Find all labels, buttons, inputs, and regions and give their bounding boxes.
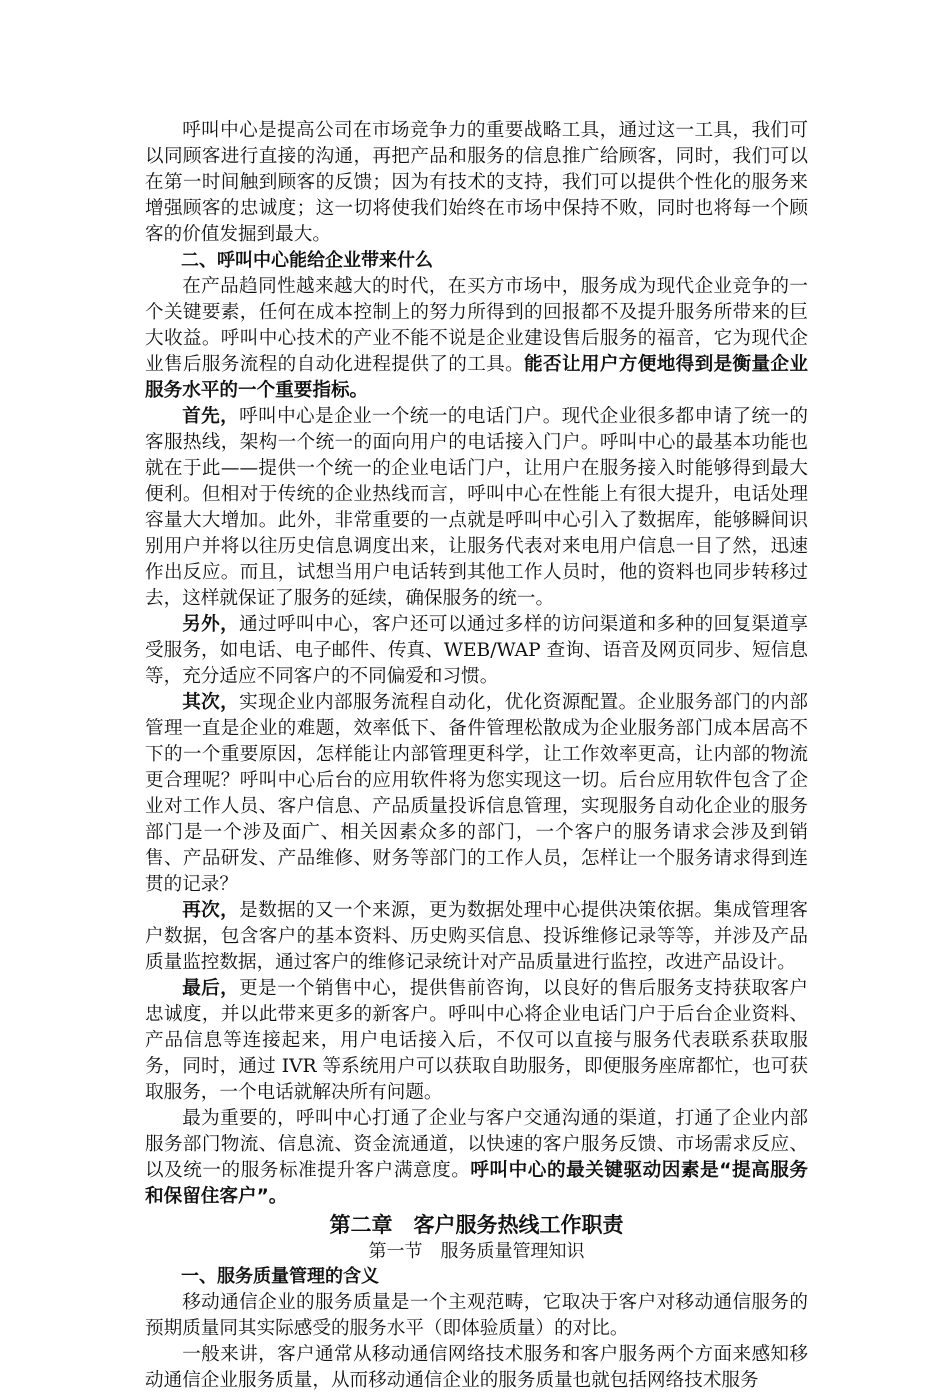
paragraph-service-value (145, 274, 808, 404)
paragraph-last (145, 976, 808, 1106)
lead-word: 再次， (182, 900, 240, 921)
paragraph-first (145, 404, 808, 612)
paragraph-text: 通过呼叫中心，客户还可以通过多样的访问渠道和多种的回复渠道享受服务，如电话、电子邮件、传真、WEB/WAP 查询、语音及网页同步、短信息等，充分适应不同客户的不同偏爱和习惯。 (145, 614, 808, 687)
paragraph-text: 实现企业内部服务流程自动化，优化资源配置。企业服务部门的内部管理一直是企业的难题，效率低下、备件管理松散成为企业服务部门成本居高不下的一个重要原因，怎样能让内部管理更科学，让工作效率更高，让内部的物流更合理呢？呼叫中心后台的应用软件将为您实现这一切。后台应用软件包含了企业对工作人员、客户信息、产品质量投诉信息管理，实现服务自动化企业的服务部门是一个涉及面广、相关因素众多的部门，一个客户的服务请求会涉及到销售、产品研发、产品维修、财务等部门的工作人员，怎样让一个服务请求得到连贯的记录？ (145, 692, 808, 895)
heading-benefits: 二、呼叫中心能给企业带来什么 (181, 250, 433, 271)
emphasis-text: 呼叫中心的最关键驱动因素是“提高服务和保留住客户”。 (145, 1160, 808, 1207)
paragraph-most-important (145, 1106, 808, 1210)
paragraph-text: 是数据的又一个来源，更为数据处理中心提供决策依据。集成管理客户数据，包含客户的基本资料、历史购买信息、投诉维修记录等等，并涉及产品质量监控数据，通过客户的维修记录统计对产品质量进行监控，改进产品设计。 (145, 900, 808, 973)
paragraph-third (145, 898, 808, 976)
emphasis-text: 能否让用户方便地得到是衡量企业服务水平的一个重要指标。 (145, 354, 808, 401)
paragraph-also (145, 612, 808, 690)
lead-word: 其次， (182, 692, 240, 713)
subsection-title: 一、服务质量管理的含义 (181, 1266, 379, 1287)
paragraph-second (145, 690, 808, 898)
lead-word: 另外， (182, 614, 240, 635)
section-title: 第一节 服务质量管理知识 (368, 1241, 585, 1262)
lead-word: 最后， (182, 978, 240, 999)
paragraph-quality-perception: 一般来讲，客户通常从移动通信网络技术服务和客户服务两个方面来感知移动通信企业服务质量，从而移动通信企业的服务质量也就包括网络技术服务 (145, 1344, 808, 1391)
paragraph-text: 更是一个销售中心，提供售前咨询，以良好的售后服务支持获取客户忠诚度，并以此带来更多的新客户。呼叫中心将企业电话门户于后台企业资料、产品信息等连接起来，用户电话接入后，不仅可以直接与服务代表联系获取服务，同时，通过 IVR 等系统用户可以获取自助服务，即便服务座席都忙，也可获取服务，一个电话就解决所有问题。 (145, 978, 808, 1103)
paragraph-text: 呼叫中心是企业一个统一的电话门户。现代企业很多都申请了统一的客服热线，架构一个统一的面向用户的电话接入门户。呼叫中心的最基本功能也就在于此——提供一个统一的企业电话门户，让用户在服务接入时能够得到最大便利。但相对于传统的企业热线而言，呼叫中心在性能上有很大提升，电话处理容量大大增加。此外，非常重要的一点就是呼叫中心引入了数据库，能够瞬间识别用户并将以往历史信息调度出来，让服务代表对来电用户信息一目了然，迅速作出反应。而且，试想当用户电话转到其他工作人员时，他的资料也同步转移过去，这样就保证了服务的延续，确保服务的统一。 (145, 406, 808, 609)
paragraph-quality-definition: 移动通信企业的服务质量是一个主观范畴，它取决于客户对移动通信服务的预期质量同其实际感受的服务水平（即体验质量）的对比。 (145, 1292, 808, 1339)
paragraph-text: 在产品趋同性越来越大的时代，在买方市场中，服务成为现代企业竞争的一个关键要素，任何在成本控制上的努力所得到的回报都不及提升服务所带来的巨大收益。呼叫中心技术的产业不能不说是企业建设售后服务的福音，它为现代企业售后服务流程的自动化进程提供了的工具。 (145, 276, 808, 375)
lead-word: 首先， (182, 406, 240, 427)
paragraph-text: 最为重要的，呼叫中心打通了企业与客户交通沟通的渠道，打通了企业内部服务部门物流、信息流、资金流通道，以快速的客户服务反馈、市场需求反应、以及统一的服务标准提升客户满意度。 (145, 1108, 808, 1181)
document-page (145, 118, 808, 1394)
paragraph-intro: 呼叫中心是提高公司在市场竞争力的重要战略工具，通过这一工具，我们可以同顾客进行直接的沟通，再把产品和服务的信息推广给顾客，同时，我们可以在第一时间触到顾客的反馈；因为有技术的支持，我们可以提供个性化的服务来增强顾客的忠诚度；这一切将使我们始终在市场中保持不败，同时也将每一个顾客的价值发掘到最大。 (145, 120, 808, 245)
chapter-title: 第二章 客户服务热线工作职责 (329, 1213, 624, 1237)
